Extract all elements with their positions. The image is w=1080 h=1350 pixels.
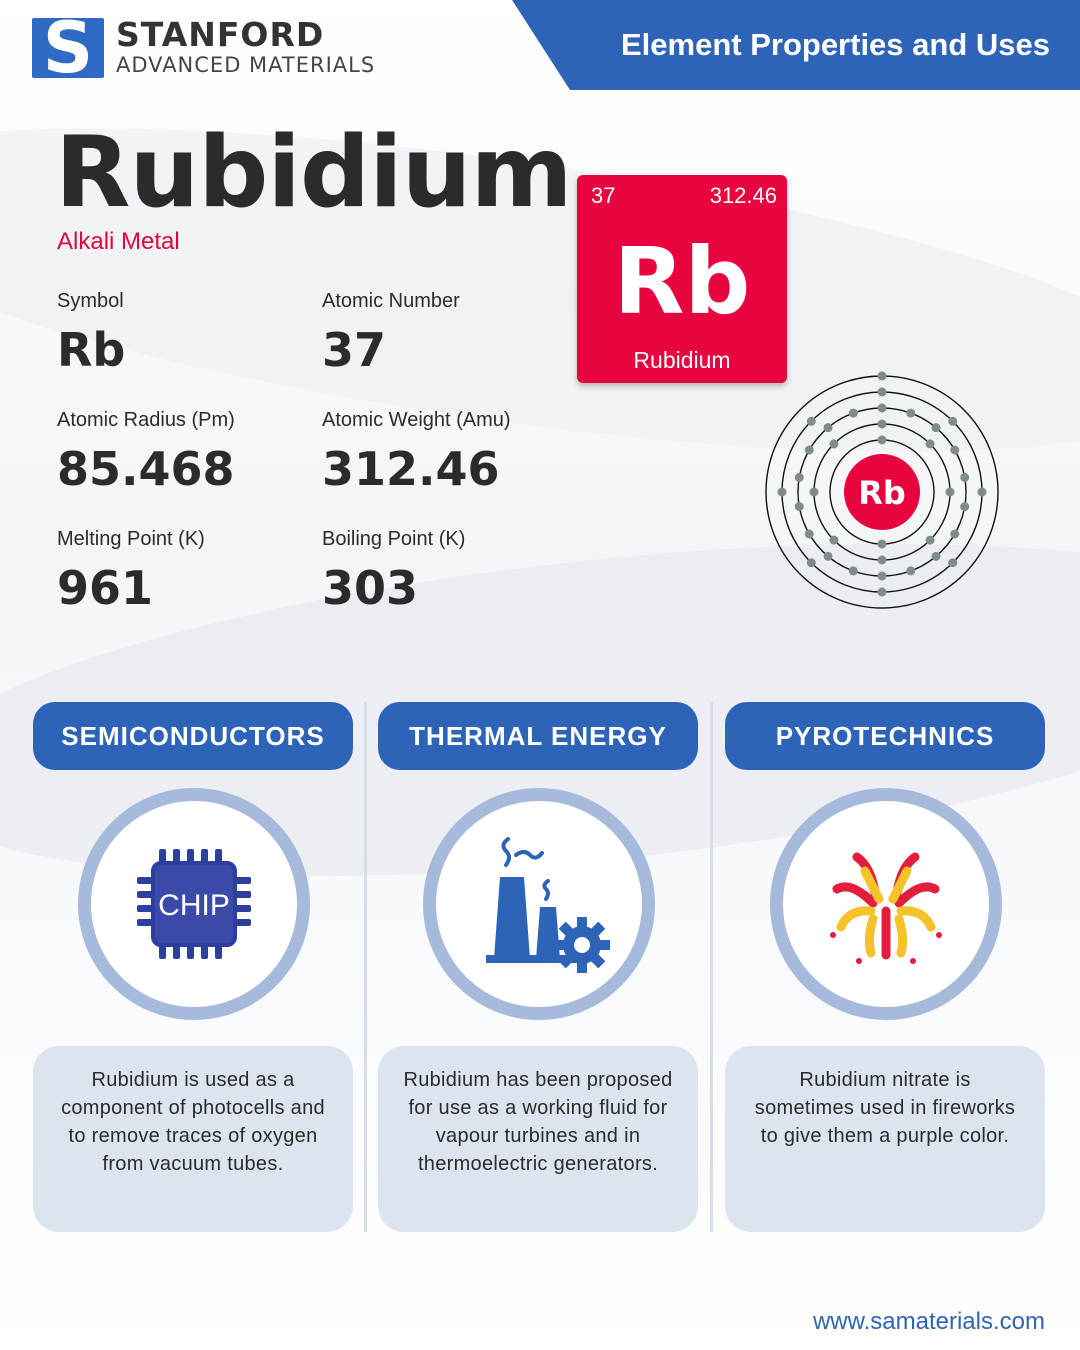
property-value: 303 — [322, 561, 419, 615]
electron — [829, 536, 838, 545]
element-name: Rubidium — [55, 116, 572, 230]
property-atomic-radius — [57, 409, 235, 496]
tile-symbol: Rb — [613, 228, 751, 335]
company-logo[interactable] — [32, 15, 376, 78]
chip-icon-label: CHIP — [158, 889, 230, 922]
electron — [878, 588, 887, 597]
property-symbol — [57, 290, 125, 377]
property-value: Rb — [57, 323, 126, 377]
use-icon-ring — [423, 788, 655, 1020]
electron — [795, 473, 804, 482]
electron — [878, 388, 887, 397]
electron — [878, 372, 887, 381]
property-label: Atomic Radius (Pm) — [57, 409, 235, 431]
electron — [950, 446, 959, 455]
electron — [878, 540, 887, 549]
electron — [931, 552, 940, 561]
electron — [805, 446, 814, 455]
electron — [878, 420, 887, 429]
property-melting-point — [57, 528, 205, 615]
use-title-pyrotechnics: PYROTECHNICS — [725, 702, 1045, 770]
electron — [950, 530, 959, 539]
tile-atomic-weight: 312.46 — [709, 183, 777, 208]
electron — [926, 439, 935, 448]
electron — [807, 558, 816, 567]
logo-title: STANFORD — [116, 15, 325, 54]
logo-mark-letter: S — [42, 18, 94, 78]
electron — [805, 530, 814, 539]
use-icon-ring — [78, 788, 310, 1020]
element-category: Alkali Metal — [57, 228, 180, 255]
property-value: 85.468 — [57, 442, 235, 496]
logo-subtitle: ADVANCED MATERIALS — [116, 53, 376, 77]
electron — [778, 488, 787, 497]
electron — [829, 439, 838, 448]
electron — [824, 423, 833, 432]
property-value: 961 — [57, 561, 154, 615]
power-plant-icon — [454, 819, 624, 989]
electron — [849, 409, 858, 418]
logo-mark-icon — [32, 18, 104, 78]
use-description: Rubidium has been proposed for use as a working fluid for vapour turbines and in thermoelectric generators. — [378, 1046, 698, 1232]
chip-icon — [109, 819, 279, 989]
electron — [931, 423, 940, 432]
electron — [978, 488, 987, 497]
footer-website-link[interactable]: www.samaterials.com — [812, 1308, 1045, 1335]
electron — [906, 409, 915, 418]
bohr-model-diagram — [760, 370, 1004, 614]
property-boiling-point — [322, 528, 465, 615]
property-atomic-weight — [322, 409, 511, 496]
tile-atomic-number: 37 — [591, 183, 616, 208]
use-description: Rubidium nitrate is sometimes used in fireworks to give them a purple color. — [725, 1046, 1045, 1232]
property-label: Atomic Weight (Amu) — [322, 409, 511, 431]
use-title-semiconductors: SEMICONDUCTORS — [33, 702, 353, 770]
electron — [960, 502, 969, 511]
property-value: 37 — [322, 323, 387, 377]
column-divider — [364, 702, 367, 1232]
property-label: Melting Point (K) — [57, 528, 205, 550]
electron — [948, 417, 957, 426]
property-value: 312.46 — [322, 442, 500, 496]
electron — [795, 502, 804, 511]
property-atomic-number — [322, 290, 460, 377]
use-description: Rubidium is used as a component of photocells and to remove traces of oxygen from vacuum tubes. — [33, 1046, 353, 1232]
electron — [878, 556, 887, 565]
property-label: Symbol — [57, 290, 124, 312]
electron — [878, 436, 887, 445]
property-label: Atomic Number — [322, 290, 460, 312]
nucleus-label: Rb — [858, 474, 906, 512]
electron — [878, 404, 887, 413]
firework-icon — [801, 819, 971, 989]
banner-title: Element Properties and Uses — [621, 27, 1050, 62]
electron — [849, 566, 858, 575]
electron — [807, 417, 816, 426]
electron — [948, 558, 957, 567]
use-icon-ring — [770, 788, 1002, 1020]
electron — [926, 536, 935, 545]
periodic-tile — [577, 175, 787, 383]
use-title-thermal-energy: THERMAL ENERGY — [378, 702, 698, 770]
electron — [810, 488, 819, 497]
electron — [824, 552, 833, 561]
electron — [906, 566, 915, 575]
column-divider — [710, 702, 713, 1232]
electron — [878, 572, 887, 581]
property-label: Boiling Point (K) — [322, 528, 466, 550]
tile-name: Rubidium — [633, 347, 731, 373]
electron — [960, 473, 969, 482]
electron — [946, 488, 955, 497]
